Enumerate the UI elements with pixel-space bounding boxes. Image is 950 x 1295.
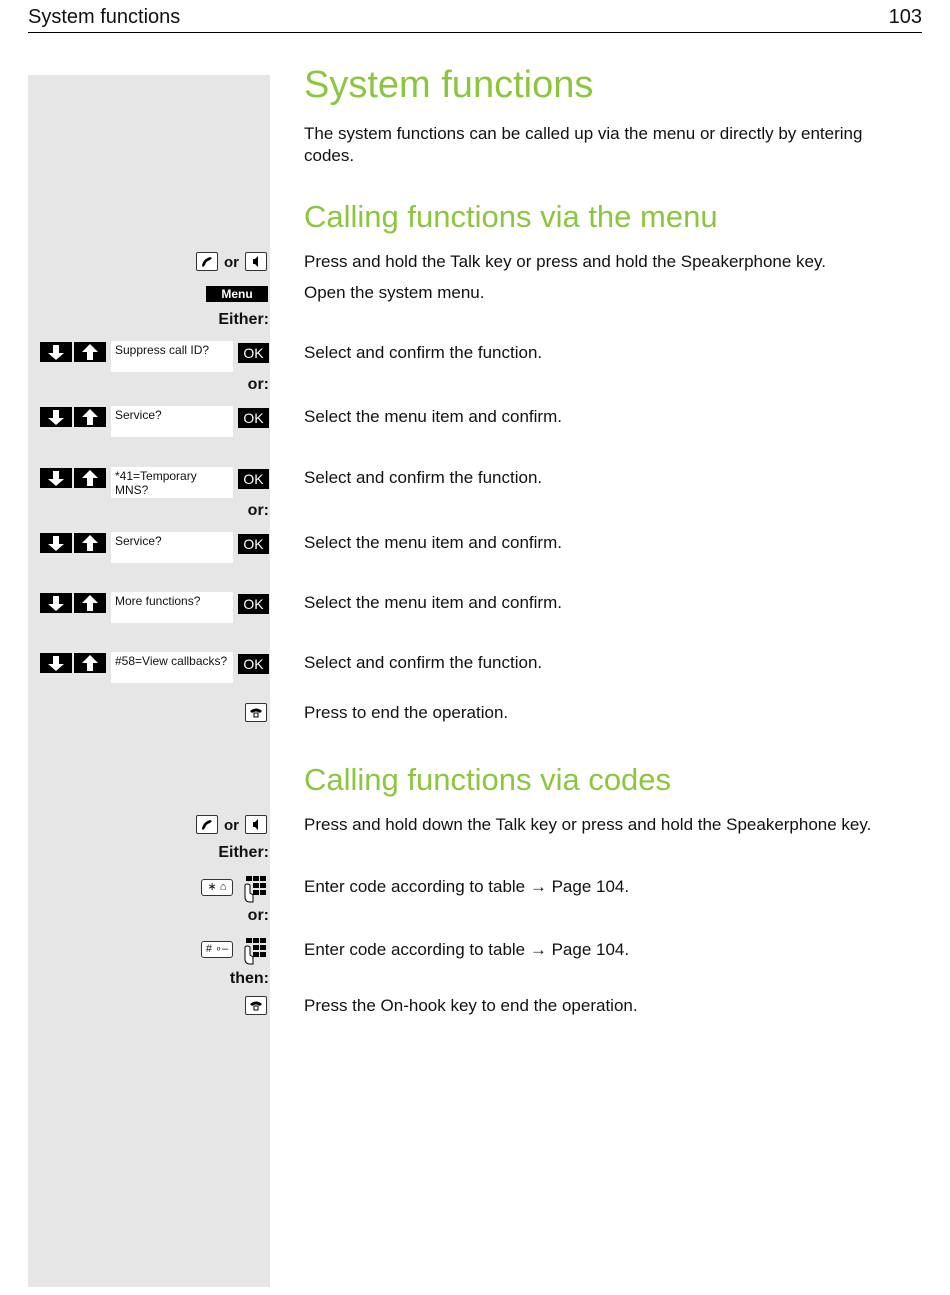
hash-code-instruction: Enter code according to table → Page 104. <box>304 940 630 959</box>
arrow-up-icon[interactable] <box>74 468 106 488</box>
or-word: or <box>224 817 239 834</box>
star-key-icon[interactable]: ∗ ⌂ <box>201 879 233 896</box>
intro-text: The system functions can be called up via the menu or directly by entering codes. <box>304 124 863 165</box>
or-label: or: <box>247 502 269 519</box>
or-label: or: <box>247 907 269 924</box>
talk-key-icon <box>196 252 218 271</box>
talk-key-icon <box>196 815 218 834</box>
arrow-down-icon[interactable] <box>40 653 72 673</box>
speaker-key-icon <box>245 815 267 834</box>
keypad-icon <box>242 875 268 903</box>
arrow-down-icon[interactable] <box>40 407 72 427</box>
either-label: Either: <box>218 844 269 861</box>
ok-button[interactable]: OK <box>238 343 269 363</box>
step-instruction: Select the menu item and confirm. <box>304 407 562 426</box>
talk-instruction: Press and hold down the Talk key or press and hold the Speakerphone key. <box>304 815 872 834</box>
ok-button[interactable]: OK <box>238 408 269 428</box>
section-heading-menu: Calling functions via the menu <box>304 199 718 234</box>
keypad-icon <box>242 937 268 965</box>
step-instruction: Select and confirm the function. <box>304 343 543 362</box>
arrow-up-icon[interactable] <box>74 653 106 673</box>
menu-instruction: Open the system menu. <box>304 283 485 302</box>
page-number: 103 <box>888 6 922 28</box>
menu-button[interactable]: Menu <box>206 286 268 302</box>
section-heading-codes: Calling functions via codes <box>304 762 672 797</box>
display-text: Suppress call ID? <box>111 341 233 372</box>
running-header-title: System functions <box>28 6 181 28</box>
talk-instruction: Press and hold the Talk key or press and hold the Speakerphone key. <box>304 252 826 271</box>
or-word: or <box>224 254 239 271</box>
ok-button[interactable]: OK <box>238 469 269 489</box>
star-code-instruction: Enter code according to table → Page 104. <box>304 877 630 896</box>
arrow-down-icon[interactable] <box>40 342 72 362</box>
step-instruction: Select the menu item and confirm. <box>304 533 562 552</box>
arrow-down-icon[interactable] <box>40 593 72 613</box>
header-rule <box>28 32 922 33</box>
onhook-key-icon[interactable] <box>245 703 267 722</box>
arrow-down-icon[interactable] <box>40 468 72 488</box>
step-instruction: Select and confirm the function. <box>304 468 543 487</box>
end-instruction: Press the On-hook key to end the operation. <box>304 996 638 1015</box>
arrow-up-icon[interactable] <box>74 342 106 362</box>
ok-button[interactable]: OK <box>238 654 269 674</box>
then-label: then: <box>229 970 269 987</box>
ok-button[interactable]: OK <box>238 534 269 554</box>
arrow-up-icon[interactable] <box>74 533 106 553</box>
either-label: Either: <box>218 311 269 328</box>
or-label: or: <box>247 376 269 393</box>
step-instruction: Select the menu item and confirm. <box>304 593 562 612</box>
display-text: *41=Temporary MNS? <box>111 467 233 498</box>
end-instruction: Press to end the operation. <box>304 703 509 722</box>
onhook-key-icon[interactable] <box>245 996 267 1015</box>
arrow-up-icon[interactable] <box>74 593 106 613</box>
display-text: Service? <box>111 532 233 563</box>
step-instruction: Select and confirm the function. <box>304 653 543 672</box>
hash-key-icon[interactable]: # ∘– <box>201 941 233 958</box>
arrow-up-icon[interactable] <box>74 407 106 427</box>
arrow-down-icon[interactable] <box>40 533 72 553</box>
display-text: Service? <box>111 406 233 437</box>
display-text: #58=View callbacks? <box>111 652 233 683</box>
speaker-key-icon <box>245 252 267 271</box>
page-title: System functions <box>304 64 594 106</box>
display-text: More functions? <box>111 592 233 623</box>
ok-button[interactable]: OK <box>238 594 269 614</box>
